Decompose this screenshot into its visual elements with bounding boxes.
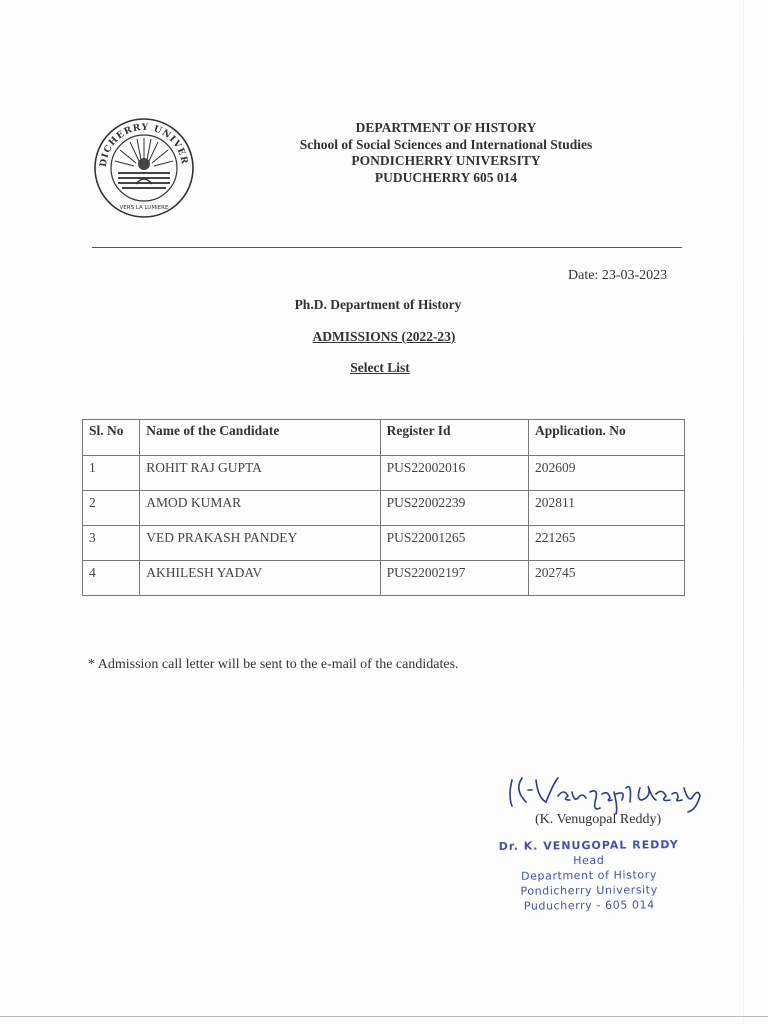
table-header-row	[83, 420, 685, 456]
cell-sl-no: 3	[83, 526, 140, 561]
cell-candidate-name: AKHILESH YADAV	[140, 561, 380, 596]
page-bottom-edge	[0, 1016, 768, 1017]
seal-text-bottom: VERS LA LUMIERE	[119, 205, 169, 211]
cell-candidate-name: VED PRAKASH PANDEY	[140, 526, 380, 561]
admission-note: * Admission call letter will be sent to the e-mail of the candidates.	[88, 657, 459, 672]
cell-register-id: PUS22002239	[380, 491, 528, 526]
university-address: PUDUCHERRY 605 014	[374, 169, 518, 185]
university-seal-logo	[92, 116, 196, 220]
cell-sl-no: 1	[83, 456, 140, 491]
cell-register-id: PUS22001265	[380, 526, 528, 561]
signatory-name: (K. Venugopal Reddy)	[535, 812, 662, 827]
letterhead	[260, 120, 632, 186]
cell-application-no: 202745	[529, 561, 685, 596]
header-candidate-name: Name of the Candidate	[140, 420, 380, 456]
document-title: Ph.D. Department of History	[294, 297, 462, 312]
header-divider	[92, 247, 682, 248]
page-edge-shadow	[743, 0, 744, 1024]
cell-application-no: 202609	[529, 456, 685, 491]
seal-text-top: DICHERRY UNIVER	[98, 122, 190, 168]
cell-sl-no: 2	[83, 491, 140, 526]
school-name: School of Social Sciences and International Studies	[299, 136, 593, 152]
cell-application-no: 221265	[529, 526, 685, 561]
cell-candidate-name: ROHIT RAJ GUPTA	[140, 456, 380, 491]
cell-application-no: 202811	[529, 491, 685, 526]
table-row	[83, 526, 685, 561]
header-register-id: Register Id	[380, 420, 528, 456]
handwritten-signature	[502, 768, 710, 816]
cell-register-id: PUS22002016	[380, 456, 528, 491]
stamp-department: Department of History	[520, 868, 658, 883]
table-row	[83, 456, 685, 491]
stamp-address: Puducherry - 605 014	[523, 898, 655, 913]
document-date: Date: 23-03-2023	[568, 268, 668, 283]
stamp-designation: Head	[573, 853, 605, 868]
select-list-table	[82, 419, 685, 596]
stamp-name: Dr. K. VENUGOPAL REDDY	[498, 838, 679, 853]
cell-sl-no: 4	[83, 561, 140, 596]
header-application-no: Application. No	[529, 420, 685, 456]
stamp-university: Pondicherry University	[520, 883, 658, 898]
cell-register-id: PUS22002197	[380, 561, 528, 596]
select-list-heading: Select List	[350, 360, 410, 375]
university-name: PONDICHERRY UNIVERSITY	[351, 153, 541, 168]
table-row	[83, 561, 685, 596]
table-row	[83, 491, 685, 526]
department-name: DEPARTMENT OF HISTORY	[355, 120, 537, 135]
header-sl-no: Sl. No	[83, 420, 140, 456]
official-stamp	[494, 837, 685, 914]
admissions-heading: ADMISSIONS (2022-23)	[312, 329, 456, 344]
cell-candidate-name: AMOD KUMAR	[140, 491, 380, 526]
